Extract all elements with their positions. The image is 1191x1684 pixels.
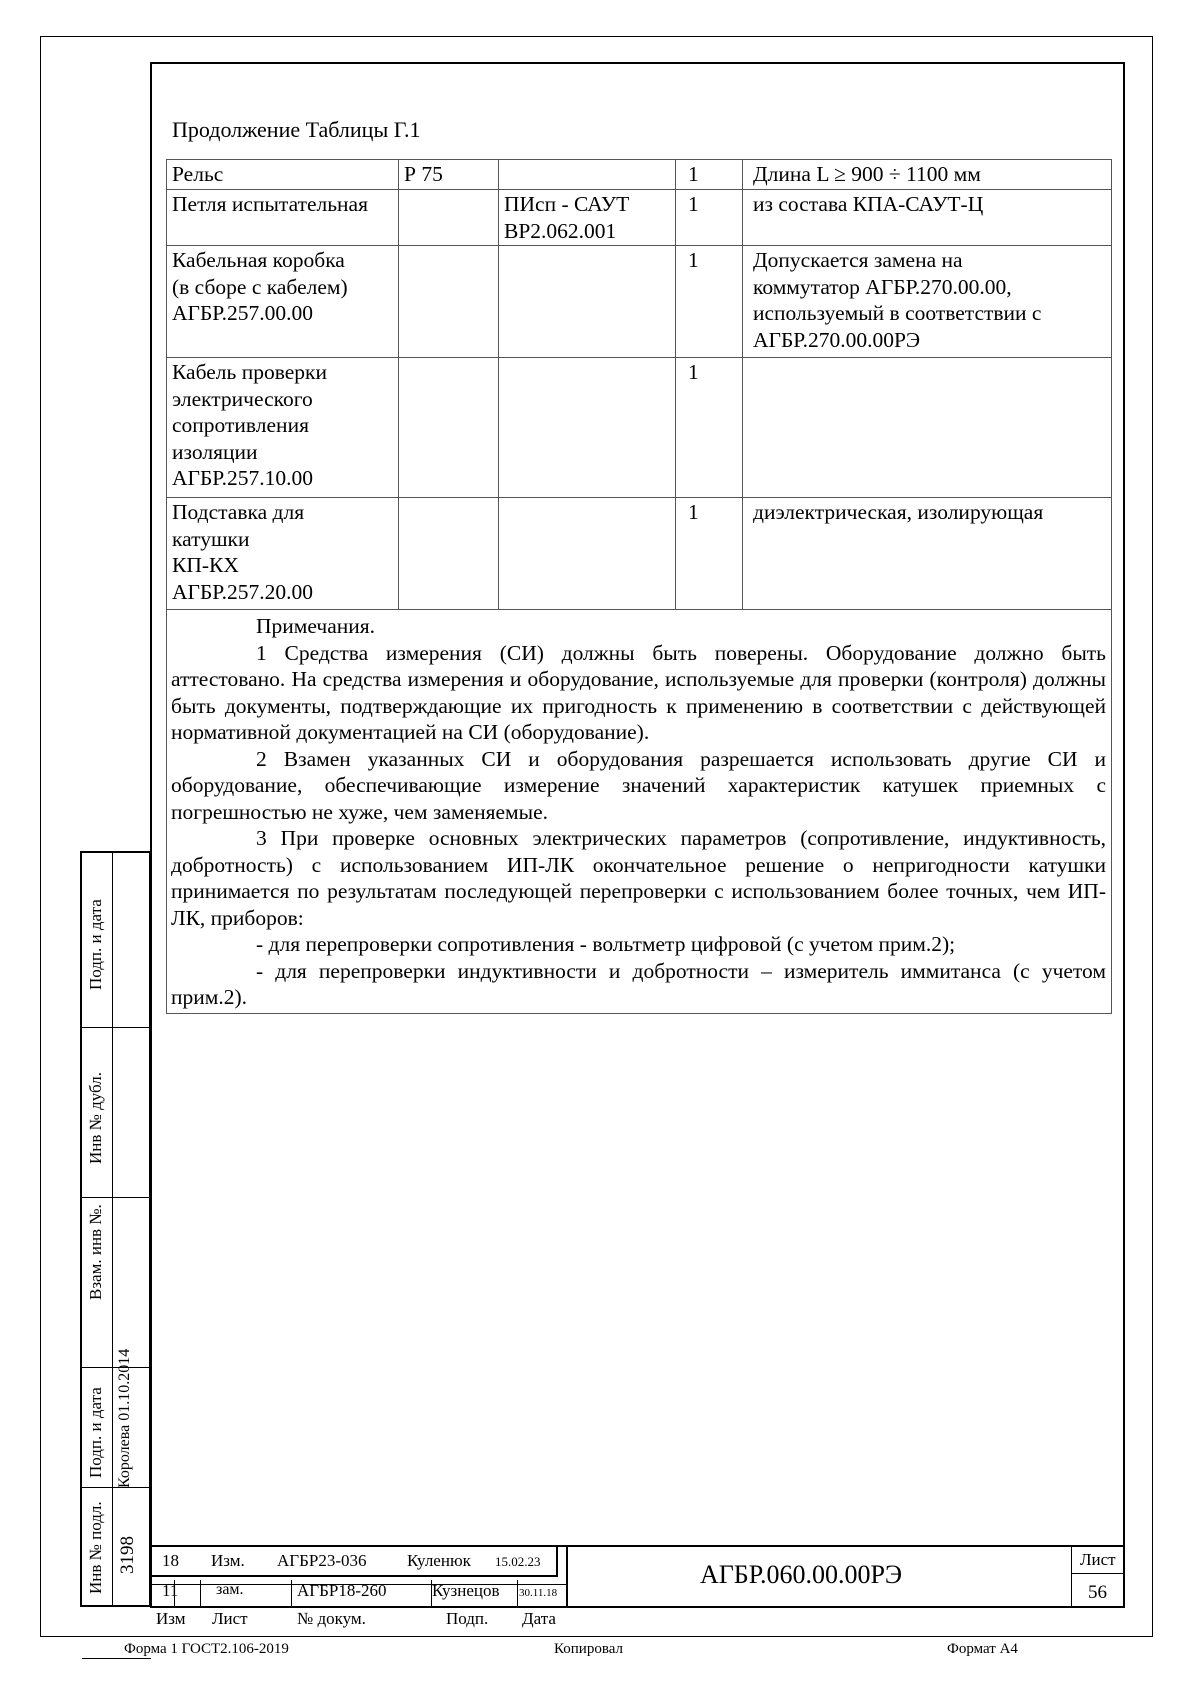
table-cell-c5 xyxy=(743,358,1112,498)
row1-list: Изм. xyxy=(211,1551,245,1570)
table-row xyxy=(167,246,1112,358)
cell-line: катушки xyxy=(172,526,250,551)
cell-line: Допускается замена на xyxy=(753,248,963,272)
table-cell-c5 xyxy=(743,190,1112,246)
vzam-inv-label: Взам. инв №. xyxy=(86,1204,105,1300)
cell-line: Длина L ≥ 900 ÷ 1100 мм xyxy=(753,162,981,186)
row1-podp: Куленюк xyxy=(407,1551,471,1570)
note-4: - для перепроверки сопротивления - вольтметр цифровой (с учетом прим.2); xyxy=(256,932,956,956)
table-cell-c3 xyxy=(499,246,676,358)
inv-podl-label: Инв № подл. xyxy=(86,1501,105,1594)
table-cell-c2 xyxy=(399,160,499,190)
table-cell-c3 xyxy=(499,160,676,190)
table-row xyxy=(167,498,1112,610)
note-2: 2 Взамен указанных СИ и оборудования разрешается использовать другие СИ и оборудование, обеспечивающие измерение значений характеристик катушек приемных с погрешностью не хуже, чем заменяемые. xyxy=(171,746,1106,824)
cell-line: используемый в соответствии с xyxy=(753,301,1042,325)
note-3: 3 При проверке основных электрических параметров (сопротивление, индуктивность, добротность) с использованием ИП-ЛК окончательное решение о непригодности катушки принимается по результатам последующей перепроверки с использованием более точных, чем ИП-ЛК, приборов: xyxy=(171,826,1106,930)
table-cell-c1 xyxy=(167,190,399,246)
sheet-label: Лист xyxy=(1080,1550,1116,1569)
table-cell-c4: 1 xyxy=(676,190,743,246)
podp-data-label-1: Подп. и дата xyxy=(86,899,105,990)
table-cell-c5 xyxy=(743,498,1112,610)
cell-line: Петля испытательная xyxy=(172,192,368,216)
row2-list: зам. xyxy=(216,1581,244,1598)
header-list: Лист xyxy=(212,1609,248,1628)
header-doc: № докум. xyxy=(297,1609,366,1628)
header-izm: Изм xyxy=(156,1609,186,1628)
header-podp: Подп. xyxy=(446,1609,489,1628)
cell-line: АГБР.257.20.00 xyxy=(172,579,313,604)
row2-date: 30.11.18 xyxy=(519,1587,558,1599)
table-cell-c5 xyxy=(743,246,1112,358)
table-cell-c1 xyxy=(167,246,399,358)
table-row xyxy=(167,358,1112,498)
table-cell-c2 xyxy=(399,358,499,498)
cell-line: коммутатор АГБР.270.00.00, xyxy=(753,274,1012,299)
row1-izm: 18 xyxy=(162,1551,179,1570)
table-cell-c1 xyxy=(167,160,399,190)
document-number: АГБР.060.00.00РЭ xyxy=(700,1560,903,1589)
cell-line: Подставка для xyxy=(172,500,305,524)
row2-doc: АГБР18-260 xyxy=(297,1581,387,1600)
note-5: - для перепроверки индуктивности и добротности – измеритель иммитанса (с учетом прим.2). xyxy=(171,958,1106,1009)
inv-podl-value: 3198 xyxy=(117,1536,138,1574)
header-date: Дата xyxy=(522,1609,556,1628)
cell-line: изоляции xyxy=(172,439,258,464)
table-cell-c4: 1 xyxy=(676,160,743,190)
table-cell-c2 xyxy=(399,190,499,246)
podp-data-label-2: Подп. и дата xyxy=(86,1387,105,1478)
cell-line: ПИсп - САУТ xyxy=(504,192,630,216)
row1-doc: АГБР23-036 xyxy=(277,1551,367,1570)
cell-line: сопротивления xyxy=(172,413,309,437)
cell-line: ВР2.062.001 xyxy=(504,218,617,243)
table-caption: Продолжение Таблицы Г.1 xyxy=(172,117,421,142)
table-cell-c4: 1 xyxy=(676,246,743,358)
table-cell-c3 xyxy=(499,498,676,610)
table-cell-c1 xyxy=(167,358,399,498)
row2-izm: 11 xyxy=(162,1581,179,1600)
equipment-table xyxy=(166,159,1112,1014)
table-cell-c3 xyxy=(499,190,676,246)
table-cell-c4: 1 xyxy=(676,498,743,610)
cell-line: АГБР.257.00.00 xyxy=(172,301,313,325)
cell-line: (в сборе с кабелем) xyxy=(172,274,348,299)
table-row xyxy=(167,160,1112,190)
table-cell-c2 xyxy=(399,246,499,358)
cell-line: Кабельная коробка xyxy=(172,248,345,272)
table-cell-c1 xyxy=(167,498,399,610)
table-cell-c3 xyxy=(499,358,676,498)
notes-row xyxy=(167,610,1112,1014)
table-cell-c4: 1 xyxy=(676,358,743,498)
copied-label: Копировал xyxy=(554,1641,623,1657)
notes-heading: Примечания. xyxy=(256,614,376,638)
format-label: Формат А4 xyxy=(947,1641,1018,1657)
cell-line: из состава КПА-САУТ-Ц xyxy=(753,192,984,216)
cell-line: электрического xyxy=(172,386,313,411)
cell-line: Рельс xyxy=(172,162,224,186)
cell-line: Кабель проверки xyxy=(172,360,327,384)
cell-line: АГБР.257.10.00 xyxy=(172,466,313,490)
table-row xyxy=(167,190,1112,246)
cell-line: АГБР.270.00.00РЭ xyxy=(753,327,921,352)
table-cell-c2 xyxy=(399,498,499,610)
cell-line: Р 75 xyxy=(404,162,443,186)
cell-line: диэлектрическая, изолирующая xyxy=(753,500,1044,524)
row2-podp: Кузнецов xyxy=(432,1581,500,1600)
form-label: Форма 1 ГОСТ2.106-2019 xyxy=(124,1641,289,1657)
inv-dubl-label: Инв № дубл. xyxy=(86,1071,105,1164)
table-cell-c5 xyxy=(743,160,1112,190)
podp-value: Королева 01.10.2014 xyxy=(116,1348,133,1488)
sheet-number: 56 xyxy=(1088,1582,1107,1603)
cell-line: КП-КХ xyxy=(172,553,239,577)
notes-cell xyxy=(167,610,1112,1014)
row1-date: 15.02.23 xyxy=(495,1554,541,1569)
note-1: 1 Средства измерения (СИ) должны быть поверены. Оборудование должно быть аттестовано. На средства измерения и оборудование, используемые для проверки (контроля) должны быть документы, подтверждающие их пригодность к применению в соответствии с действующей нормативной документацией на СИ (оборудование). xyxy=(171,640,1106,744)
